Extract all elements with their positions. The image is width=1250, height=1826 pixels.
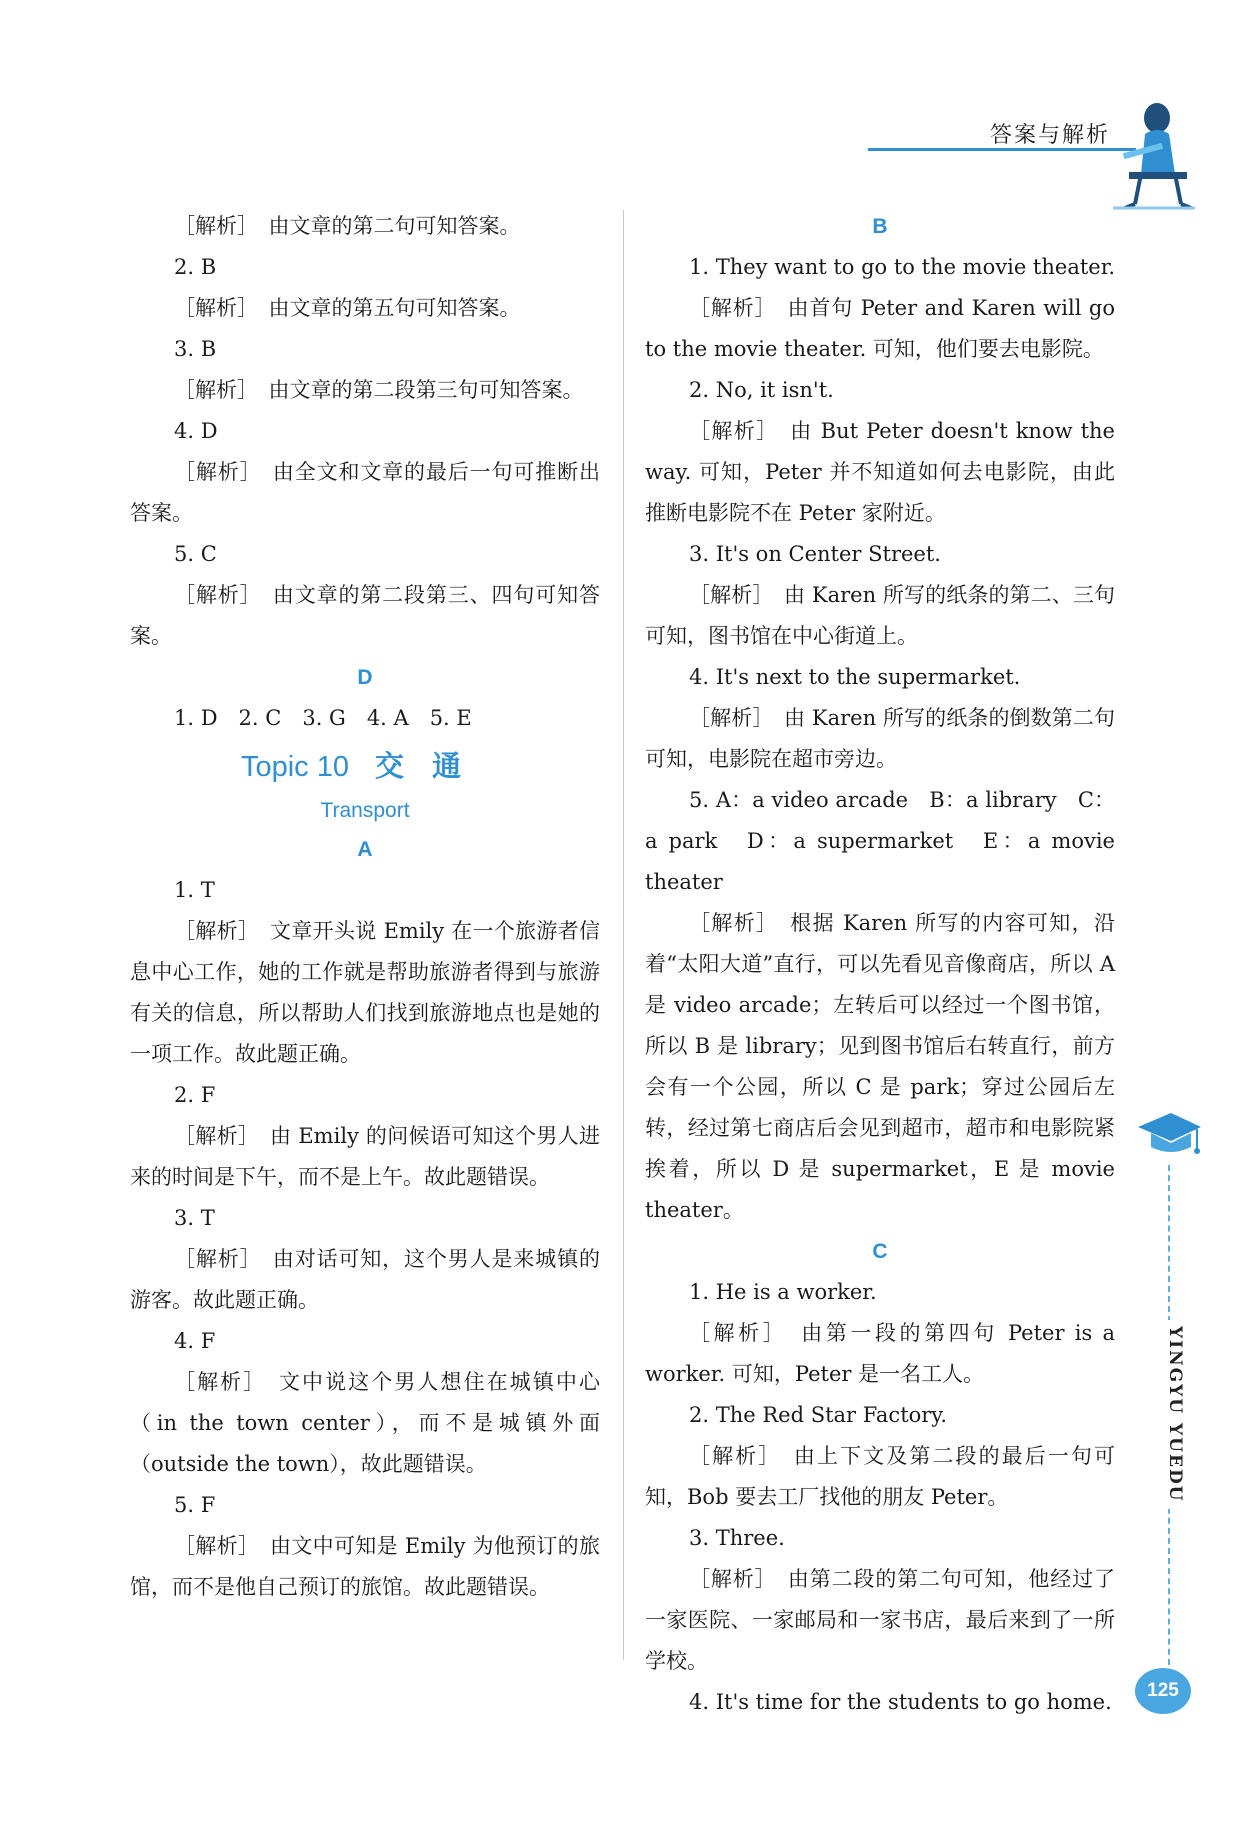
explanation: ［解析］ 由第一段的第四句 Peter is a worker. 可知，Peter 是一名工人。 (645, 1321, 1115, 1386)
answer-item: 2. B (174, 255, 217, 279)
topic-title-cn: 交通 (375, 751, 490, 783)
explanation: ［解析］ 由文中可知是 Emily 为他预订的旅馆，而不是他自己预订的旅馆。故此题错误。 (130, 1534, 600, 1599)
answer-item: 1. They want to go to the movie theater. (689, 255, 1116, 279)
page-number: 125 (1135, 1668, 1191, 1714)
explanation: ［解析］ 文中说这个男人想住在城镇中心（in the town center），而不是城镇外面（outside the town），故此题错误。 (130, 1370, 600, 1476)
explanation: ［解析］ 由文章的第二段第三句可知答案。 (174, 378, 584, 402)
right-column (645, 206, 1115, 1723)
explanation: ［解析］ 由上下文及第二段的最后一句可知，Bob 要去工厂找他的朋友 Peter。 (645, 1444, 1115, 1509)
explanation: ［解析］ 由 Karen 所写的纸条的倒数第二句可知，电影院在超市旁边。 (645, 706, 1115, 771)
explanation: ［解析］ 由全文和文章的最后一句可推断出答案。 (130, 460, 600, 525)
topic-subtitle: Transport (320, 799, 410, 822)
topic-title-en: Topic 10 (240, 751, 349, 783)
answer-item: 5. C (174, 542, 217, 566)
section-label-b: B (872, 215, 888, 238)
section-label-a: A (357, 838, 373, 861)
explanation: ［解析］ 由 Karen 所写的纸条的第二、三句可知，图书馆在中心街道上。 (645, 583, 1115, 648)
side-vertical-title: YINGYU YUEDU (1155, 1320, 1185, 1509)
answer-item: 5. A：a video arcade B：a library C：a park D：a supermarket E：a movie theater (645, 788, 1115, 894)
answer-item: 2. No, it isn't. (689, 378, 834, 402)
explanation: ［解析］ 由首句 Peter and Karen will go to the movie theater. 可知，他们要去电影院。 (645, 296, 1115, 361)
left-column (130, 206, 600, 1608)
answer-item: 3. T (174, 1206, 215, 1230)
answer-item: 2. The Red Star Factory. (689, 1403, 948, 1427)
answer-item: 4. F (174, 1329, 216, 1353)
explanation: ［解析］ 文章开头说 Emily 在一个旅游者信息中心工作，她的工作就是帮助旅游者得到与旅游有关的信息，所以帮助人们找到旅游地点也是她的一项工作。故此题正确。 (130, 919, 600, 1066)
answer-item: 4. D (174, 419, 218, 443)
explanation: ［解析］ 根据 Karen 所写的内容可知，沿着“太阳大道”直行，可以先看见音像商店，所以 A 是 video arcade；左转后可以经过一个图书馆，所以 B 是 library；见到图书馆后右转直行，前方会有一个公园，所以 C 是 park；穿过公园后左转，经过第七商店后会见到超市，超市和电影院紧挨着，所以 D 是 supermarket，E 是 movie theater。 (645, 911, 1115, 1222)
explanation: ［解析］ 由文章的第五句可知答案。 (174, 296, 521, 320)
explanation: ［解析］ 由第二段的第二句可知，他经过了一家医院、一家邮局和一家书店，最后来到了一所学校。 (645, 1567, 1115, 1673)
answer-item: 3. Three. (689, 1526, 785, 1550)
header-title: 答案与解析 (989, 123, 1110, 148)
answer-item: 5. F (174, 1493, 216, 1517)
answer-item: 4. It's next to the supermarket. (689, 665, 1021, 689)
explanation: ［解析］ 由 Emily 的问候语可知这个男人进来的时间是下午，而不是上午。故此题错误。 (130, 1124, 600, 1189)
answer-item: 1. T (174, 878, 215, 902)
graduation-cap-icon (1133, 1105, 1203, 1165)
topic-title (130, 741, 600, 793)
reading-student-illustration (1105, 96, 1200, 214)
answer-item: 4. It's time for the students to go home. (689, 1690, 1112, 1714)
answer-item: 1. He is a worker. (689, 1280, 877, 1304)
answer-item: 2. F (174, 1083, 216, 1107)
section-d-answers: 1. D 2. C 3. G 4. A 5. E (174, 706, 472, 730)
explanation: ［解析］ 由文章的第二句可知答案。 (174, 214, 521, 238)
explanation: ［解析］ 由对话可知，这个男人是来城镇的游客。故此题正确。 (130, 1247, 600, 1312)
answer-item: 3. B (174, 337, 217, 361)
header-rule (868, 148, 1136, 151)
explanation: ［解析］ 由 But Peter doesn't know the way. 可知，Peter 并不知道如何去电影院，由此推断电影院不在 Peter 家附近。 (645, 419, 1115, 525)
answer-item: 3. It's on Center Street. (689, 542, 941, 566)
section-label-d: D (357, 666, 373, 689)
explanation: ［解析］ 由文章的第二段第三、四句可知答案。 (130, 583, 600, 648)
section-label-c: C (872, 1240, 888, 1263)
column-divider (623, 210, 624, 1660)
